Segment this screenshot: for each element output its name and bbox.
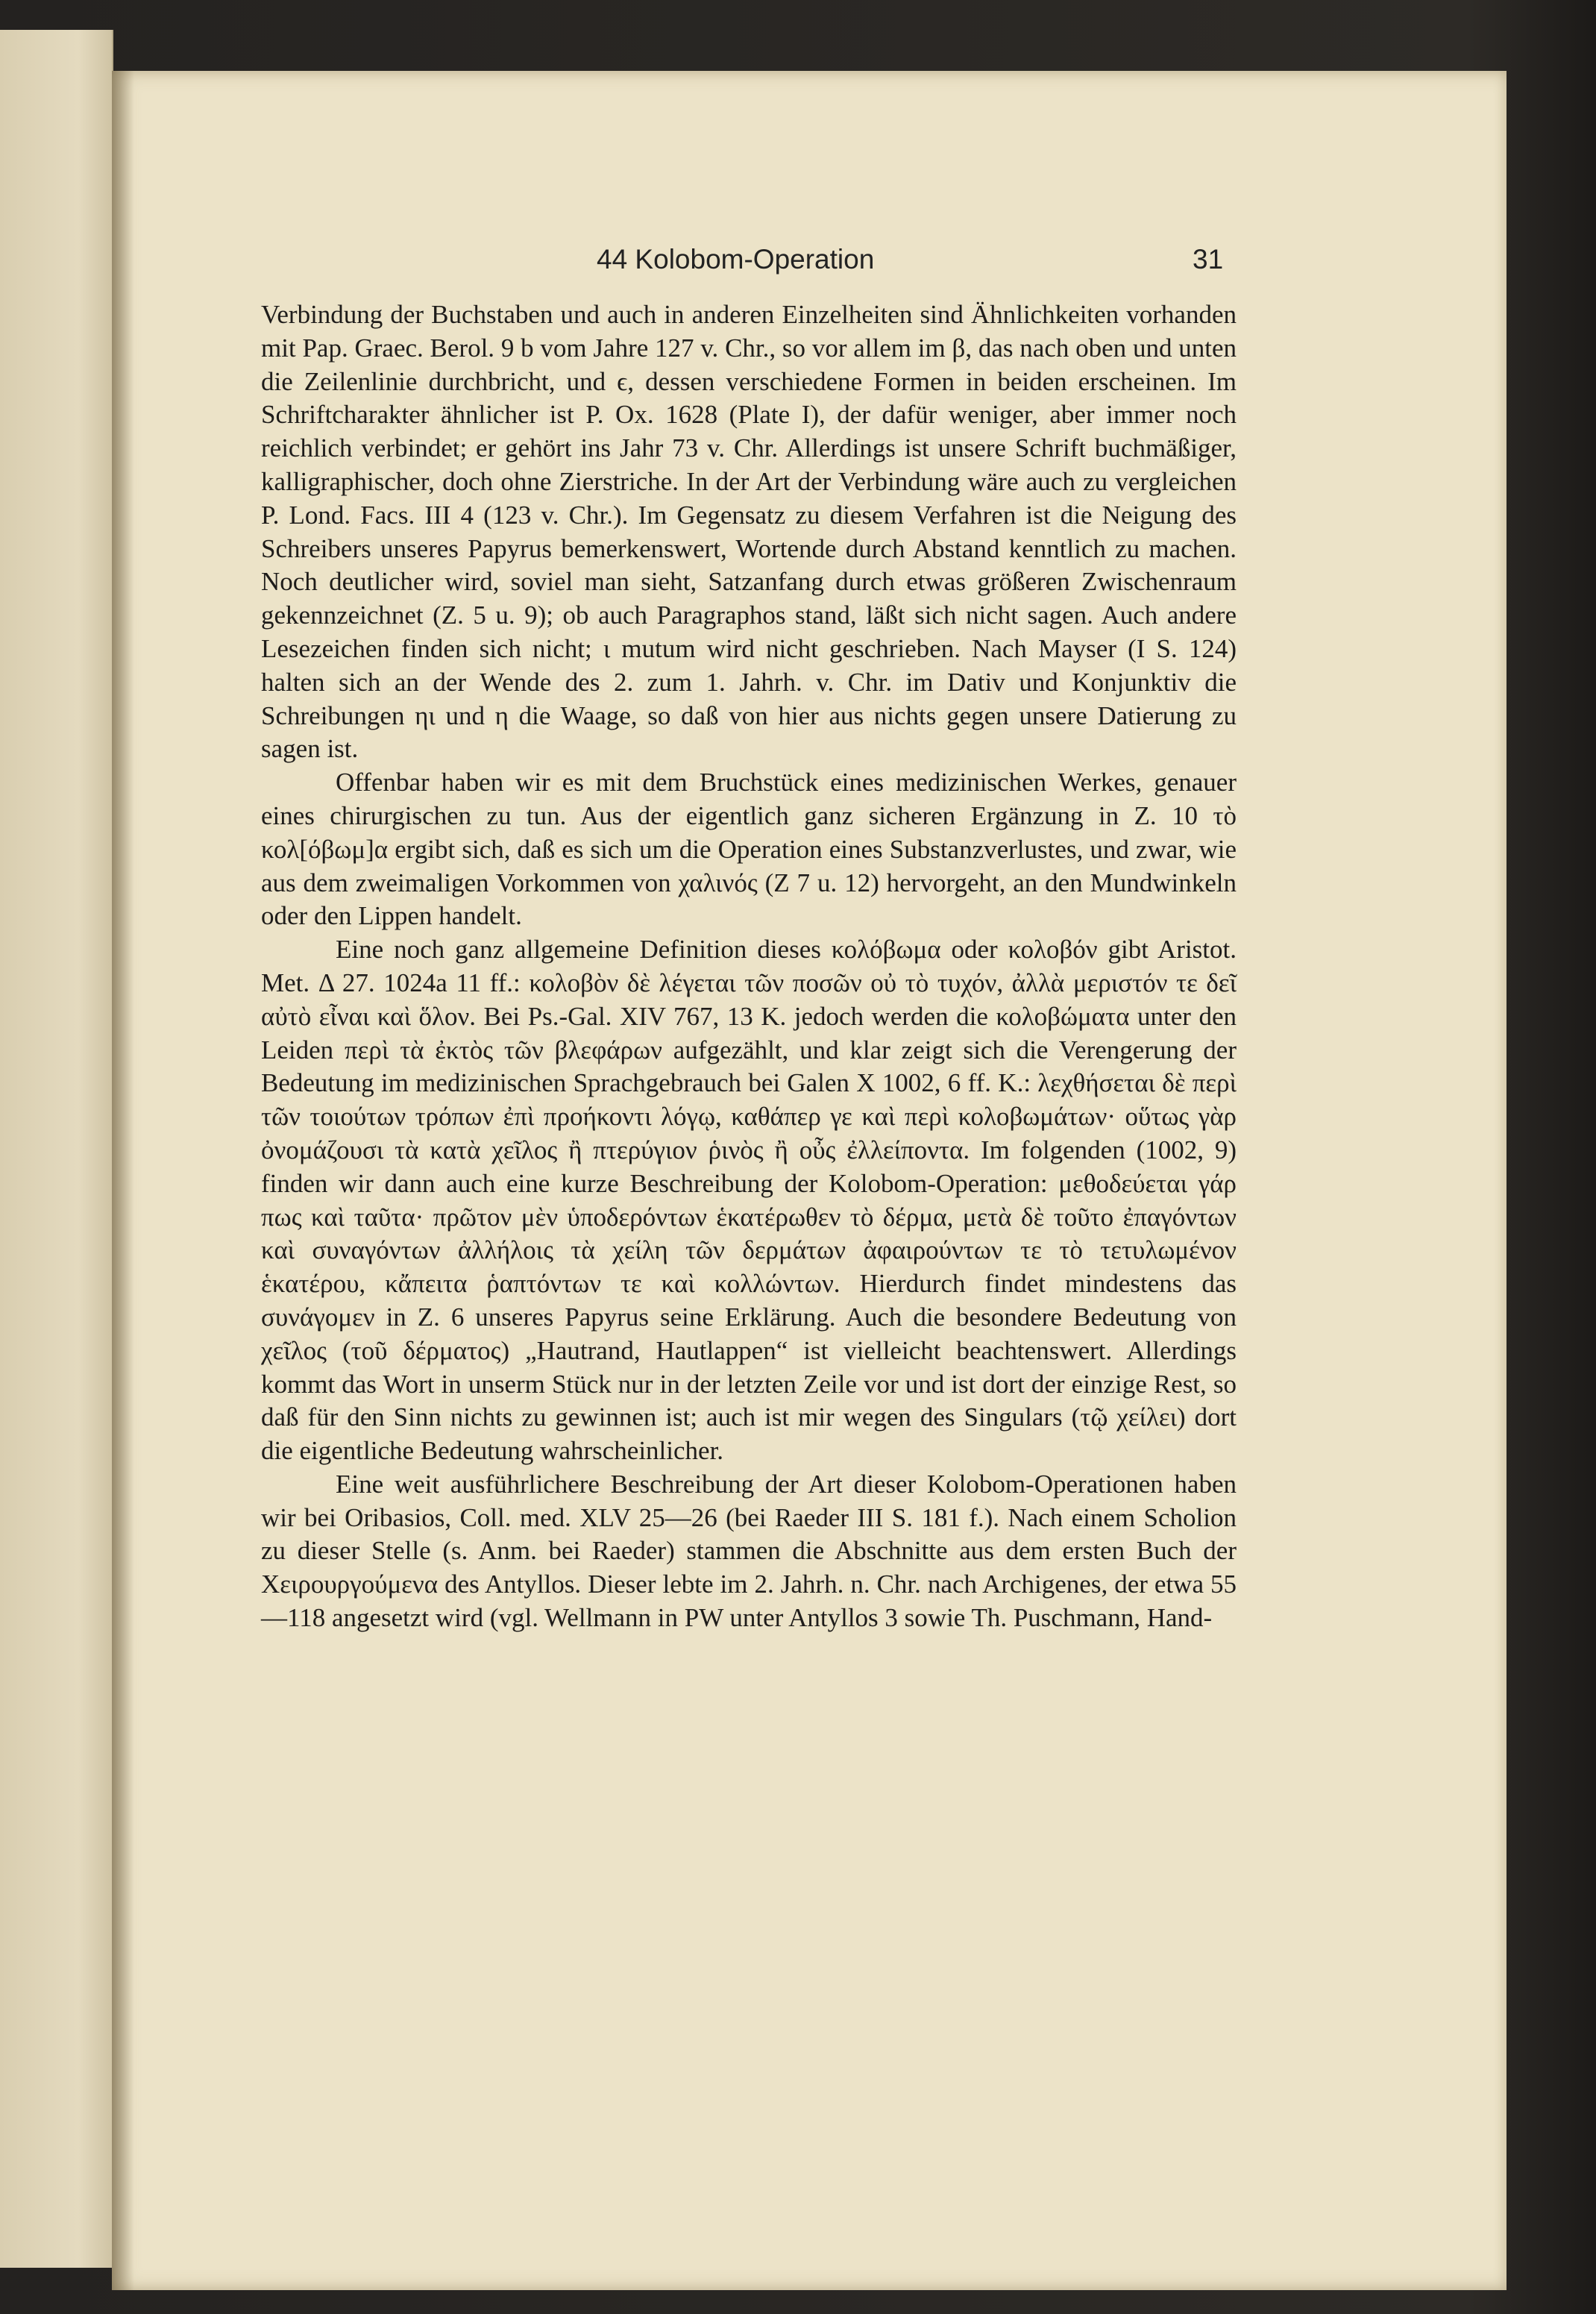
paragraph-1: Verbindung der Buchstaben und auch in anderen Einzelheiten sind Ähnlichkeiten vorhanden mit Pap. Graec. Berol. 9 b vom Jahre 127 v. Chr., so vor allem im β, das nach oben und unten die Zeilenlinie durchbricht, und ϵ, dessen verschiedene Formen in beiden erscheinen. Im Schriftcharakter ähnlicher ist P. Ox. 1628 (Plate I), der dafür weniger, aber immer noch reichlich verbindet; er gehört ins Jahr 73 v. Chr. Allerdings ist unsere Schrift buchmäßiger, kalligraphischer, doch ohne Zierstriche. In der Art der Verbindung wäre auch zu vergleichen P. Lond. Facs. III 4 (123 v. Chr.). Im Gegensatz zu diesem Verfahren ist die Neigung des Schreibers unseres Papyrus bemerkenswert, Wortende durch Abstand kenntlich zu machen. Noch deutlicher wird, soviel man sieht, Satzanfang durch etwas größeren Zwischenraum gekennzeichnet (Z. 5 u. 9); ob auch Paragraphos stand, läßt sich nicht sagen. Auch andere Lesezeichen finden sich nicht; ι mutum wird nicht geschrieben. Nach Mayser (I S. 124) halten sich an der Wende des 2. zum 1. Jahrh. v. Chr. im Dativ und Konjunktiv die Schreibungen ηι und η die Waage, so daß von hier aus nichts gegen unsere Datierung zu sagen ist. [261,300,1237,764]
facing-page-edge [0,30,113,2268]
paragraph-3: Eine noch ganz allgemeine Definition dieses κολόβωμα oder κολοβόν gibt Aristot. Met. Δ 27. 1024a 11 ff.: κολοβὸν δὲ λέγεται τῶν ποσῶν οὐ τὸ τυχόν, ἀλλὰ μεριστόν τε δεῖ αὐτὸ εἶναι καὶ ὅλον. Bei Ps.-Gal. XIV 767, 13 K. jedoch werden die κολοβώματα unter den Leiden περὶ τὰ ἐκτὸς τῶν βλεφάρων aufgezählt, und klar zeigt sich die Verengerung der Bedeutung im medizinischen Sprachgebrauch bei Galen X 1002, 6 ff. K.: λεχθήσεται δὲ περὶ τῶν τοιούτων τρόπων ἐπὶ προήκοντι λόγῳ, καθάπερ γε καὶ περὶ κολοβωμάτων· οὕτως γὰρ ὀνομάζουσι τὰ κατὰ χεῖλος ἢ πτερύγιον ῥινὸς ἢ οὖς ἐλλείποντα. Im folgenden (1002, 9) finden wir dann auch eine kurze Beschreibung der Kolobom-Operation: μεθοδεύεται γάρ πως καὶ ταῦτα· πρῶτον μὲν ὑποδερόντων ἑκατέρωθεν τὸ δέρμα, μετὰ δὲ τοῦτο ἐπαγόντων καὶ συναγόντων ἀλλήλοις τὰ χείλη τῶν δερμάτων ἀφαιρούντων τε τὸ τετυλωμένον ἑκατέρου, κἄπειτα ῥαπτόντων τε καὶ κολλώντων. Hierdurch findet mindestens das συνάγομεν in Z. 6 unseres Papyrus seine Erklärung. Auch die besondere Bedeutung von χεῖλος (τοῦ δέρματος) „Hautrand, Hautlappen“ ist vielleicht beachtenswert. Allerdings kommt das Wort in unserm Stück nur in der letzten Zeile vor und ist dort der einzige Rest, so daß für den Sinn nichts zu gewinnen ist; auch ist mir wegen des Singulars (τῷ χείλει) dort die eigentliche Bedeutung wahrscheinlicher. [261,935,1237,1466]
body-text [261,298,1237,1635]
paragraph-2: Offenbar haben wir es mit dem Bruchstück eines medizinischen Werkes, genauer eines chirurgischen zu tun. Aus der eigentlich ganz sicheren Ergänzung in Z. 10 τὸ κολ[όβωμ]α ergibt sich, daß es sich um die Operation eines Substanzverlustes, und zwar, wie aus dem zweimaligen Vorkommen von χαλινός (Z 7 u. 12) hervorgeht, an den Mundwinkeln oder den Lippen handelt. [261,768,1237,931]
page-number: 31 [1193,244,1224,275]
running-head [112,244,1507,289]
section-title: 44 Kolobom-Operation [597,244,875,275]
paragraph-4: Eine weit ausführlichere Beschreibung der Art dieser Kolobom-Operationen haben wir bei Oribasios, Coll. med. XLV 25—26 (bei Raeder III S. 181 f.). Nach einem Scholion zu dieser Stelle (s. Anm. bei Raeder) stammen die Abschnitte aus dem ersten Buch der Χειρουργούμενα des Antyllos. Dieser lebte im 2. Jahrh. n. Chr. nach Archigenes, der etwa 55—118 angesetzt wird (vgl. Wellmann in PW unter Antyllos 3 sowie Th. Puschmann, Hand- [261,1469,1237,1633]
page-gutter-shadow [112,71,134,2290]
book-page [112,71,1507,2290]
